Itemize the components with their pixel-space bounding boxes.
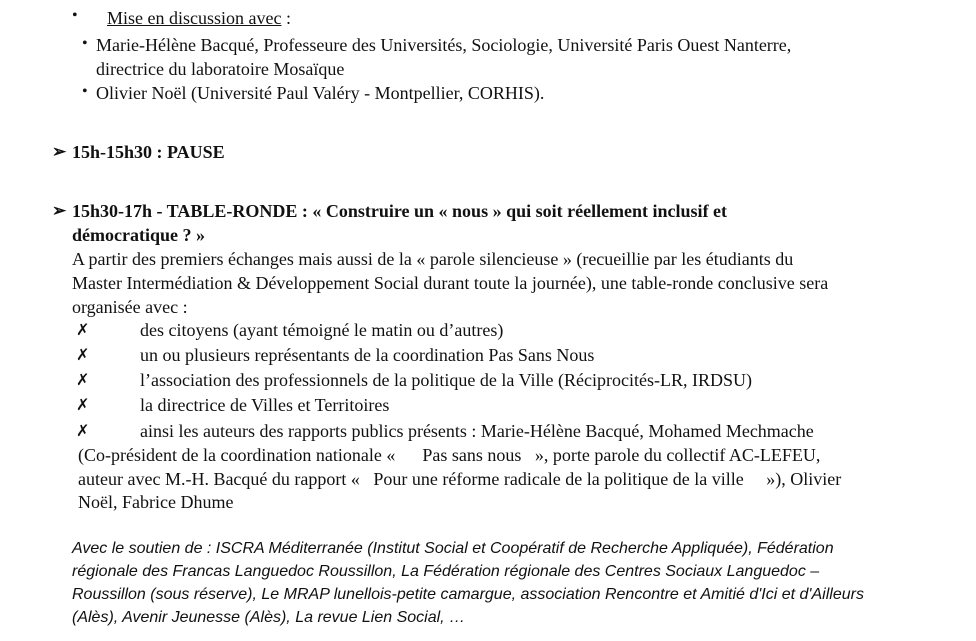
support-line: Roussillon (sous réserve), Le MRAP lunellois-petite camargue, association Rencontre et Amitié d'Ici et d'Ailleurs bbox=[72, 586, 864, 603]
discussion-heading-suffix: : bbox=[281, 8, 291, 28]
cross-icon: ✗ bbox=[76, 347, 90, 364]
pause-title: 15h-15h30 : PAUSE bbox=[72, 142, 225, 162]
participant-item: l’association des professionnels de la politique de la Ville (Réciprocités-LR, IRDSU) bbox=[140, 370, 752, 390]
roundtable-title-continued: démocratique ? » bbox=[72, 225, 205, 245]
discussion-heading-text: Mise en discussion avec bbox=[107, 8, 282, 28]
participant-item: la directrice de Villes et Territoires bbox=[140, 395, 390, 415]
list-item: Marie-Hélène Bacqué, Professeure des Universités, Sociologie, Université Paris Ouest Nanterre, bbox=[96, 35, 792, 55]
cross-icon: ✗ bbox=[76, 423, 90, 440]
list-item: Olivier Noël (Université Paul Valéry - Montpellier, CORHIS). bbox=[96, 83, 545, 103]
discussion-heading bbox=[107, 6, 291, 30]
cross-icon: ✗ bbox=[76, 372, 90, 389]
participant-item-continued: auteur avec M.-H. Bacqué du rapport « Pour une réforme radicale de la politique de la ville »), Olivier bbox=[78, 469, 842, 489]
roundtable-intro-line: organisée avec : bbox=[72, 297, 188, 317]
bullet-icon: • bbox=[82, 83, 88, 100]
list-item-continued: directrice du laboratoire Mosaïque bbox=[96, 59, 345, 79]
cross-icon: ✗ bbox=[76, 322, 90, 339]
participant-item: des citoyens (ayant témoigné le matin ou d’autres) bbox=[140, 320, 504, 340]
roundtable-intro-line: Master Intermédiation & Développement Social durant toute la journée), une table-ronde conclusive sera bbox=[72, 273, 829, 293]
bullet-icon: • bbox=[72, 7, 78, 24]
bullet-icon: • bbox=[82, 35, 88, 52]
roundtable-intro-line: A partir des premiers échanges mais aussi de la « parole silencieuse » (recueillie par les étudiants du bbox=[72, 249, 794, 269]
arrow-icon: ➢ bbox=[52, 142, 67, 161]
cross-icon: ✗ bbox=[76, 397, 90, 414]
participant-item: ainsi les auteurs des rapports publics présents : Marie-Hélène Bacqué, Mohamed Mechmache bbox=[140, 421, 814, 441]
support-line: (Alès), Avenir Jeunesse (Alès), La revue Lien Social, … bbox=[72, 609, 466, 626]
participant-item: un ou plusieurs représentants de la coordination Pas Sans Nous bbox=[140, 345, 595, 365]
support-line: Avec le soutien de : ISCRA Méditerranée (Institut Social et Coopératif de Recherche Appliquée), Fédération bbox=[72, 540, 834, 557]
roundtable-title: 15h30-17h - TABLE-RONDE : « Construire un « nous » qui soit réellement inclusif et bbox=[72, 201, 728, 221]
participant-item-continued: (Co-président de la coordination nationale « Pas sans nous », porte parole du collectif AC-LEFEU, bbox=[78, 445, 821, 465]
participant-item-continued: Noël, Fabrice Dhume bbox=[78, 492, 234, 512]
arrow-icon: ➢ bbox=[52, 201, 67, 220]
support-line: régionale des Francas Languedoc Roussillon, La Fédération régionale des Centres Sociaux Languedoc – bbox=[72, 563, 820, 580]
